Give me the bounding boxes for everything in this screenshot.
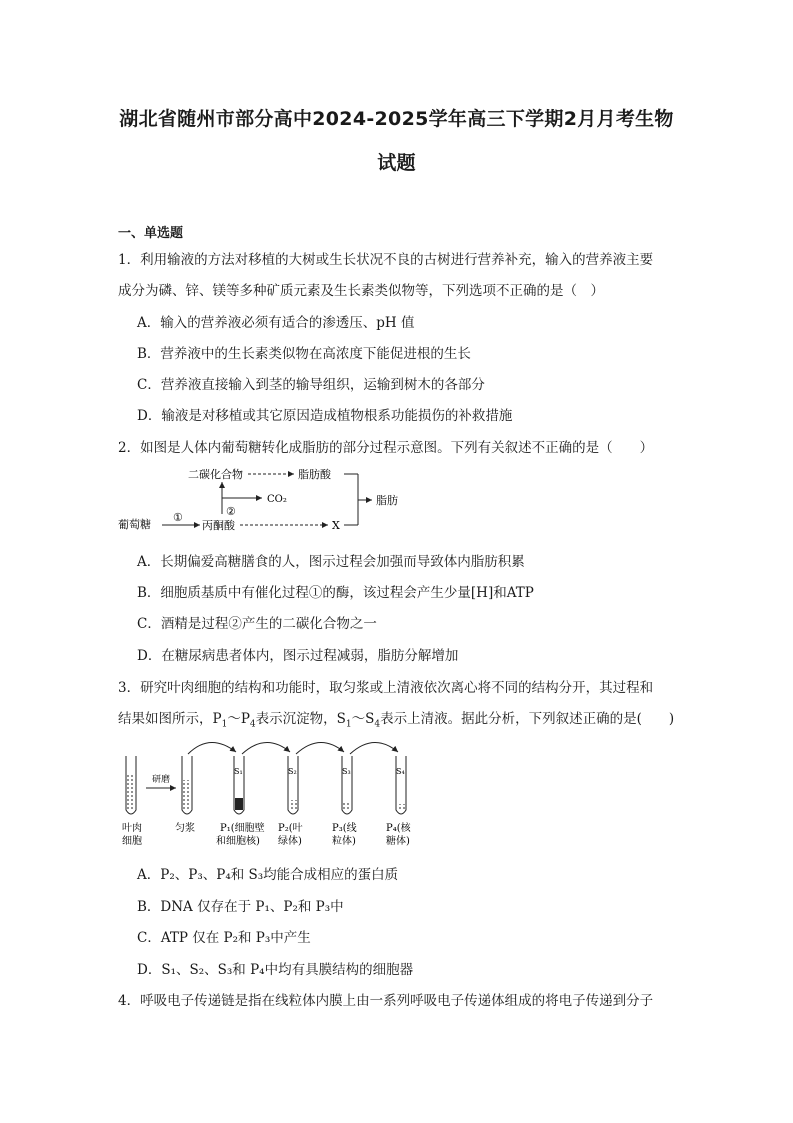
grind-label: 研磨 xyxy=(152,775,171,785)
q2-option-a: A．长期偏爱高糖膳食的人，图示过程会加强而导致体内脂肪积累 xyxy=(137,554,525,570)
q3-option-a: A．P₂、P₃、P₄和 S₃均能合成相应的蛋白质 xyxy=(137,867,399,883)
leaf-cell-label-2: 细胞 xyxy=(122,836,142,847)
q4-stem-line1: 4．呼吸电子传递链是指在线粒体内膜上由一系列呼吸电子传递体组成的将电子传递到分子 xyxy=(118,993,654,1009)
co2-compound-label: 二碳化合物 xyxy=(188,468,243,481)
co2-label: CO₂ xyxy=(267,494,287,505)
q1-stem-line1: 1．利用输液的方法对移植的大树或生长状况不良的古树进行营养补充，输入的营养液主要 xyxy=(118,252,654,268)
leaf-cell-label-1: 叶肉 xyxy=(122,823,142,834)
document-title: 湖北省随州市部分高中2024-2025学年高三下学期2月月考生物 xyxy=(119,108,674,130)
p4-label-b: 糖体) xyxy=(386,836,410,847)
document-title-line2: 试题 xyxy=(377,152,416,174)
q2-option-b: B．细胞质基质中有催化过程①的酶，该过程会产生少量[H]和ATP xyxy=(137,585,534,601)
s4-label: S₄ xyxy=(396,767,405,776)
q1-option-b: B．营养液中的生长素类似物在高浓度下能促进根的生长 xyxy=(137,346,471,362)
q3-option-d: D．S₁、S₂、S₃和 P₄中均有具膜结构的细胞器 xyxy=(137,962,414,978)
step1-label: ① xyxy=(173,511,183,524)
p4-label-a: P₄(核 xyxy=(386,823,411,834)
q1-option-d: D．输液是对移植或其它原因造成植物根系功能损伤的补救措施 xyxy=(137,408,513,424)
p2-label-a: P₂(叶 xyxy=(278,823,303,834)
fat-label: 脂肪 xyxy=(376,494,398,507)
q2-option-d: D．在糖尿病患者体内，图示过程减弱，脂肪分解增加 xyxy=(137,648,459,664)
q3-stem-line2: 结果如图所示，$P_1\sim P_4$表示沉淀物，$S_1\sim S_4$表示上清液。据此分析，下列叙述正确的是( ) xyxy=(118,711,675,730)
glucose-to-fat-diagram xyxy=(118,462,408,540)
homogenate-label: 匀浆 xyxy=(175,823,195,834)
p1-label-a: P₁(细胞壁 xyxy=(220,823,265,834)
p1-label-b: 和细胞核) xyxy=(216,836,260,847)
step2-label: ② xyxy=(226,505,236,518)
p3-label-a: P₃(线 xyxy=(332,823,357,834)
pyruvate-label: 丙酮酸 xyxy=(202,519,235,532)
q3-stem-line1: 3．研究叶肉细胞的结构和功能时，取匀浆或上清液依次离心将不同的结构分开，其过程和 xyxy=(118,680,654,696)
centrifugation-diagram xyxy=(118,738,423,856)
s1-label: S₁ xyxy=(234,767,243,776)
s2-label: S₂ xyxy=(288,767,297,776)
fatty-acid-label: 脂肪酸 xyxy=(298,468,331,481)
section-heading: 一、单选题 xyxy=(118,226,184,241)
q2-stem: 2．如图是人体内葡萄糖转化成脂肪的部分过程示意图。下列有关叙述不正确的是（ ） xyxy=(118,440,654,456)
q1-stem-line2: 成分为磷、锌、镁等多种矿质元素及生长素类似物等，下列选项不正确的是（ ） xyxy=(118,283,604,299)
p2-label-b: 绿体) xyxy=(278,836,302,847)
q1-option-c: C．营养液直接输入到茎的输导组织，运输到树木的各部分 xyxy=(137,377,485,393)
p3-label-b: 粒体) xyxy=(332,836,356,847)
q1-option-a: A．输入的营养液必须有适合的渗透压、pH 值 xyxy=(137,315,415,331)
s3-label: S₃ xyxy=(342,767,351,776)
q3-option-c: C．ATP 仅在 P₂和 P₃中产生 xyxy=(137,930,311,946)
q2-option-c: C．酒精是过程②产生的二碳化合物之一 xyxy=(137,616,377,632)
x-label: X xyxy=(332,519,340,532)
q3-option-b: B．DNA 仅存在于 P₁、P₂和 P₃中 xyxy=(137,899,344,915)
glucose-label: 葡萄糖 xyxy=(118,518,151,531)
